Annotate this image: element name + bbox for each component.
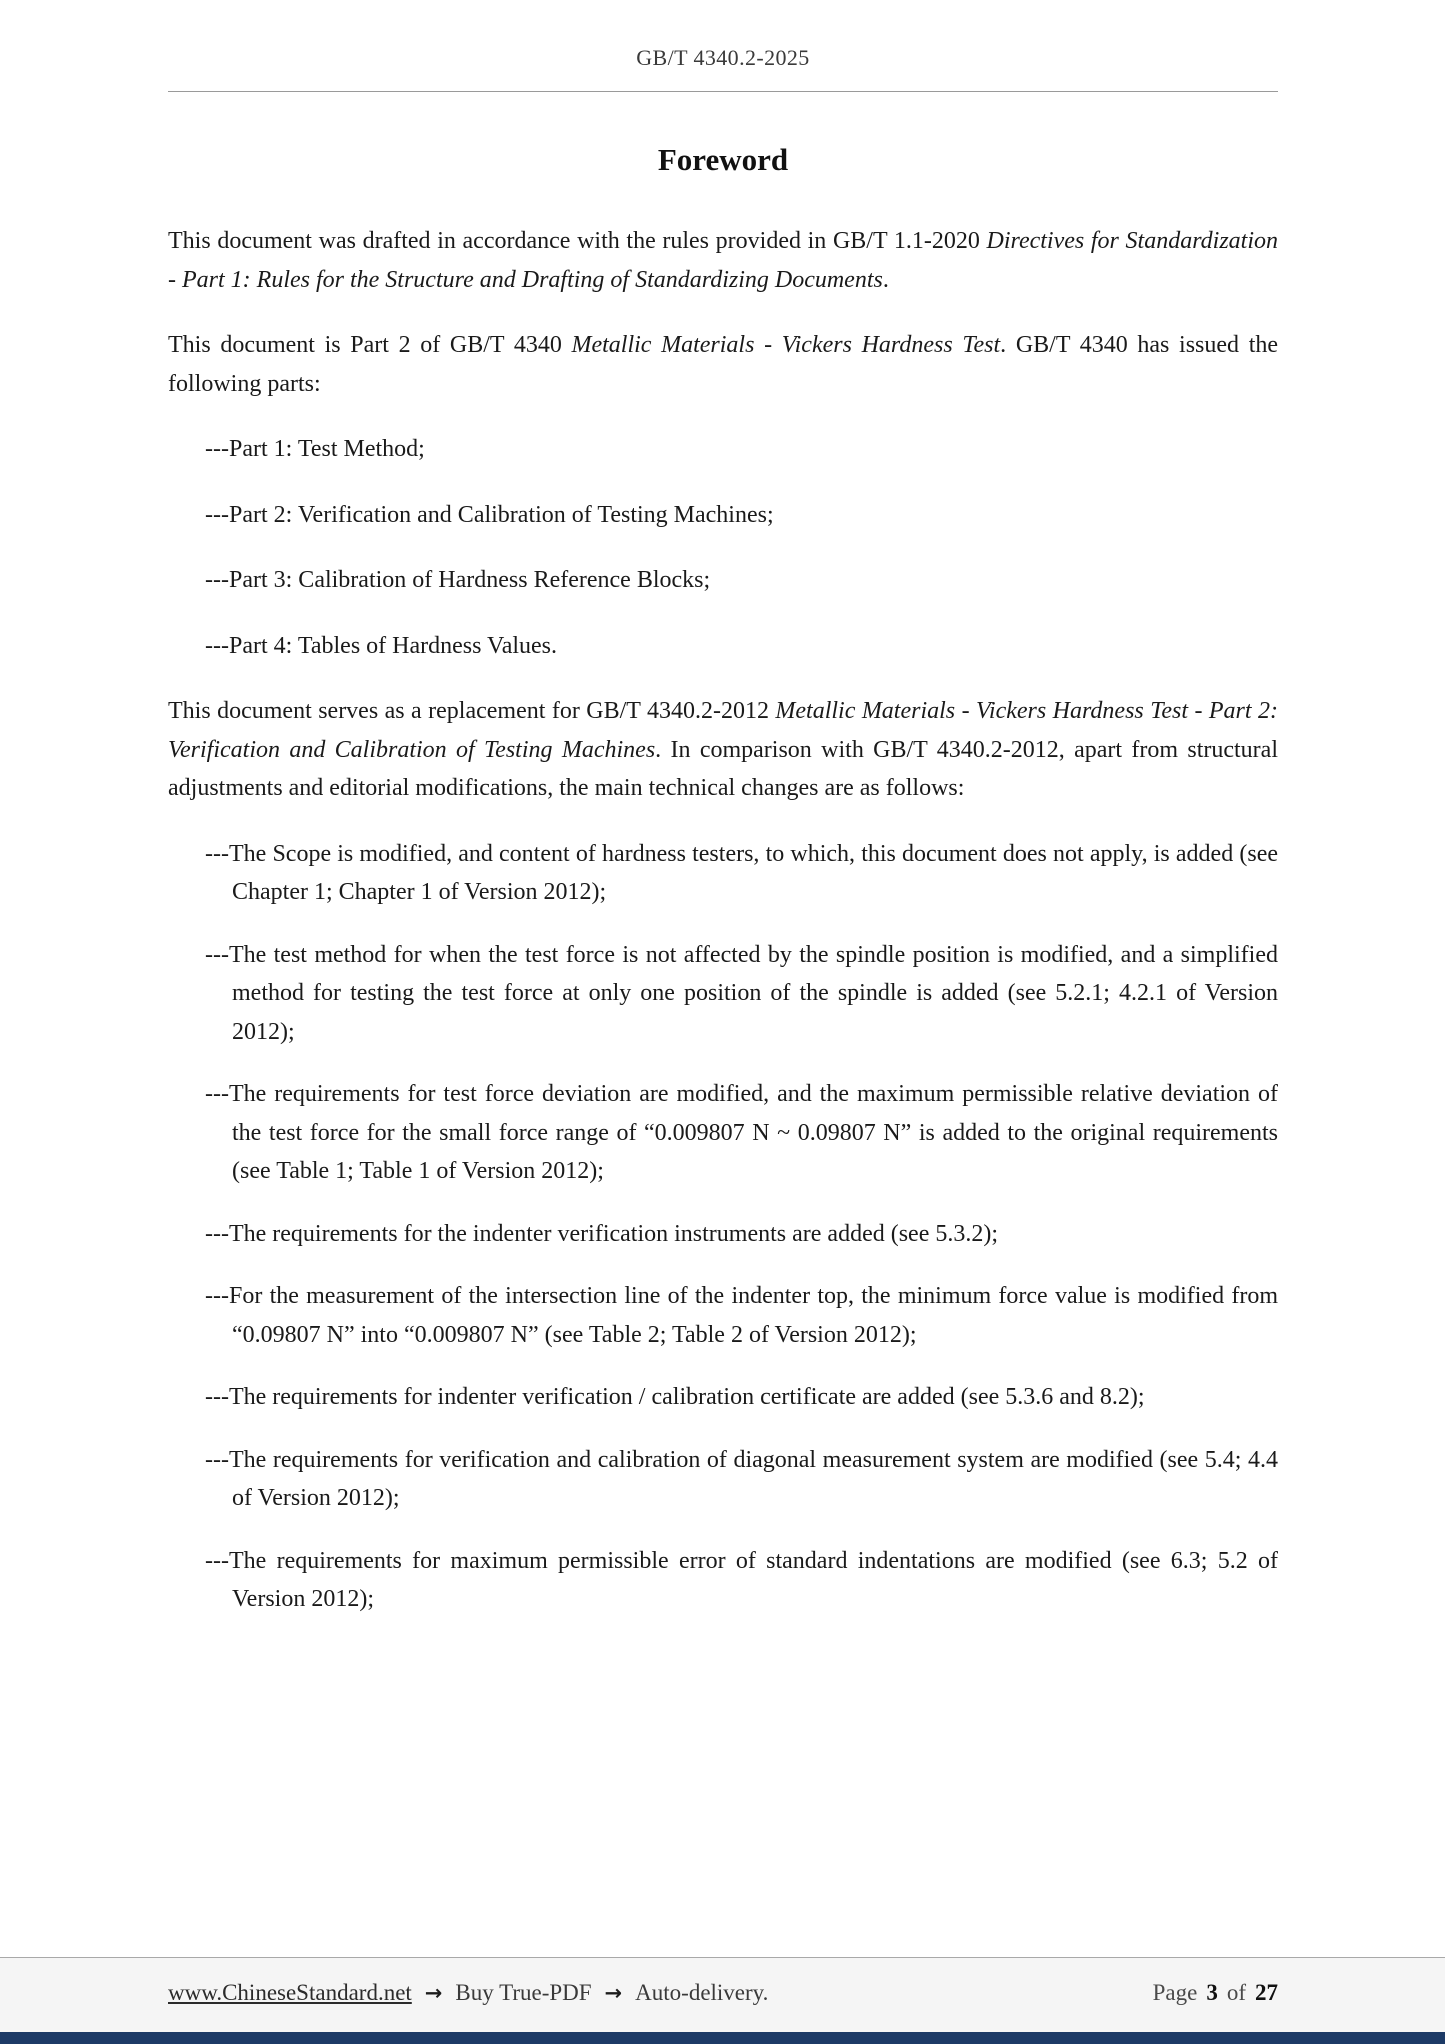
document-header xyxy=(168,0,1278,92)
page-indicator xyxy=(1153,1980,1278,2006)
page-label: Page xyxy=(1152,1980,1198,2005)
site-link[interactable]: www.ChineseStandard.net xyxy=(168,1980,412,2005)
list-item-part-1: ---Part 1: Test Method; xyxy=(205,436,425,462)
paragraph-drafting-rules: This document was drafted in accordance with the rules provided in GB/T 1.1-2020 Directives for Standardization - Part 1: Rules for the Structure and Drafting of Standardizing Documents. xyxy=(168,228,1279,293)
list-item-part-3: ---Part 3: Calibration of Hardness Reference Blocks; xyxy=(205,567,711,593)
footer-left xyxy=(168,1980,768,2006)
list-item-change-2: ---The test method for when the test force is not affected by the spindle position is modified, and a simplified method for testing the test force at only one position of the spindle is added (see 5.2.1; 4.2.1 of Version 2012); xyxy=(205,941,1278,1045)
list-item-change-1: ---The Scope is modified, and content of hardness testers, to which, this document does not apply, is added (see Chapter 1; Chapter 1 of Version 2012); xyxy=(205,840,1278,905)
list-item-change-8: ---The requirements for maximum permissible error of standard indentations are modified (see 6.3; 5.2 of Version 2012); xyxy=(205,1547,1278,1612)
list-item-part-2: ---Part 2: Verification and Calibration of Testing Machines; xyxy=(205,501,774,528)
document-body xyxy=(168,112,1278,1643)
of-label: of xyxy=(1226,1980,1246,2005)
arrow-right-icon: → xyxy=(424,1981,443,2005)
page-total: 27 xyxy=(1255,1980,1278,2005)
document-number: GB/T 4340.2-2025 xyxy=(636,45,810,70)
footer-delivery-text: Auto-delivery. xyxy=(635,1980,769,2005)
arrow-right-icon: → xyxy=(604,1981,623,2005)
list-item-change-7: ---The requirements for verification and calibration of diagonal measurement system are modified (see 5.4; 4.4 of Version 2012); xyxy=(205,1446,1278,1511)
list-item-change-3: ---The requirements for test force deviation are modified, and the maximum permissible relative deviation of the test force for the small force range of “0.009807 N ~ 0.09807 N” is added to the original requirements (see Table 1; Table 1 of Version 2012); xyxy=(205,1081,1278,1184)
page-number: 3 xyxy=(1206,1980,1218,2005)
list-item-change-5: ---For the measurement of the intersection line of the indenter top, the minimum force value is modified from “0.09807 N” into “0.009807 N” (see Table 2; Table 2 of Version 2012); xyxy=(205,1283,1278,1348)
page-title: Foreword xyxy=(657,142,789,177)
document-footer xyxy=(0,1957,1445,2032)
list-item-change-4: ---The requirements for the indenter verification instruments are added (see 5.3.2); xyxy=(205,1220,999,1247)
header-divider xyxy=(168,91,1278,92)
paragraph-parts-intro: This document is Part 2 of GB/T 4340 Metallic Materials - Vickers Hardness Test. GB/T 4340 has issued the following parts: xyxy=(168,332,1279,397)
list-item-part-4: ---Part 4: Tables of Hardness Values. xyxy=(205,632,558,659)
paragraph-replacement: This document serves as a replacement for GB/T 4340.2-2012 Metallic Materials - Vickers Hardness Test - Part 2: Verification and Calibration of Testing Machines. In comparison with GB/T 4340.2-2012, apart from structural adjustments and editorial modifications, the main technical changes are as follows: xyxy=(168,698,1279,801)
list-item-change-6: ---The requirements for indenter verification / calibration certificate are added (see 5.3.6 and 8.2); xyxy=(205,1384,1145,1410)
bottom-navy-bar xyxy=(0,2032,1445,2044)
footer-buy-text: Buy True-PDF xyxy=(455,1980,592,2005)
